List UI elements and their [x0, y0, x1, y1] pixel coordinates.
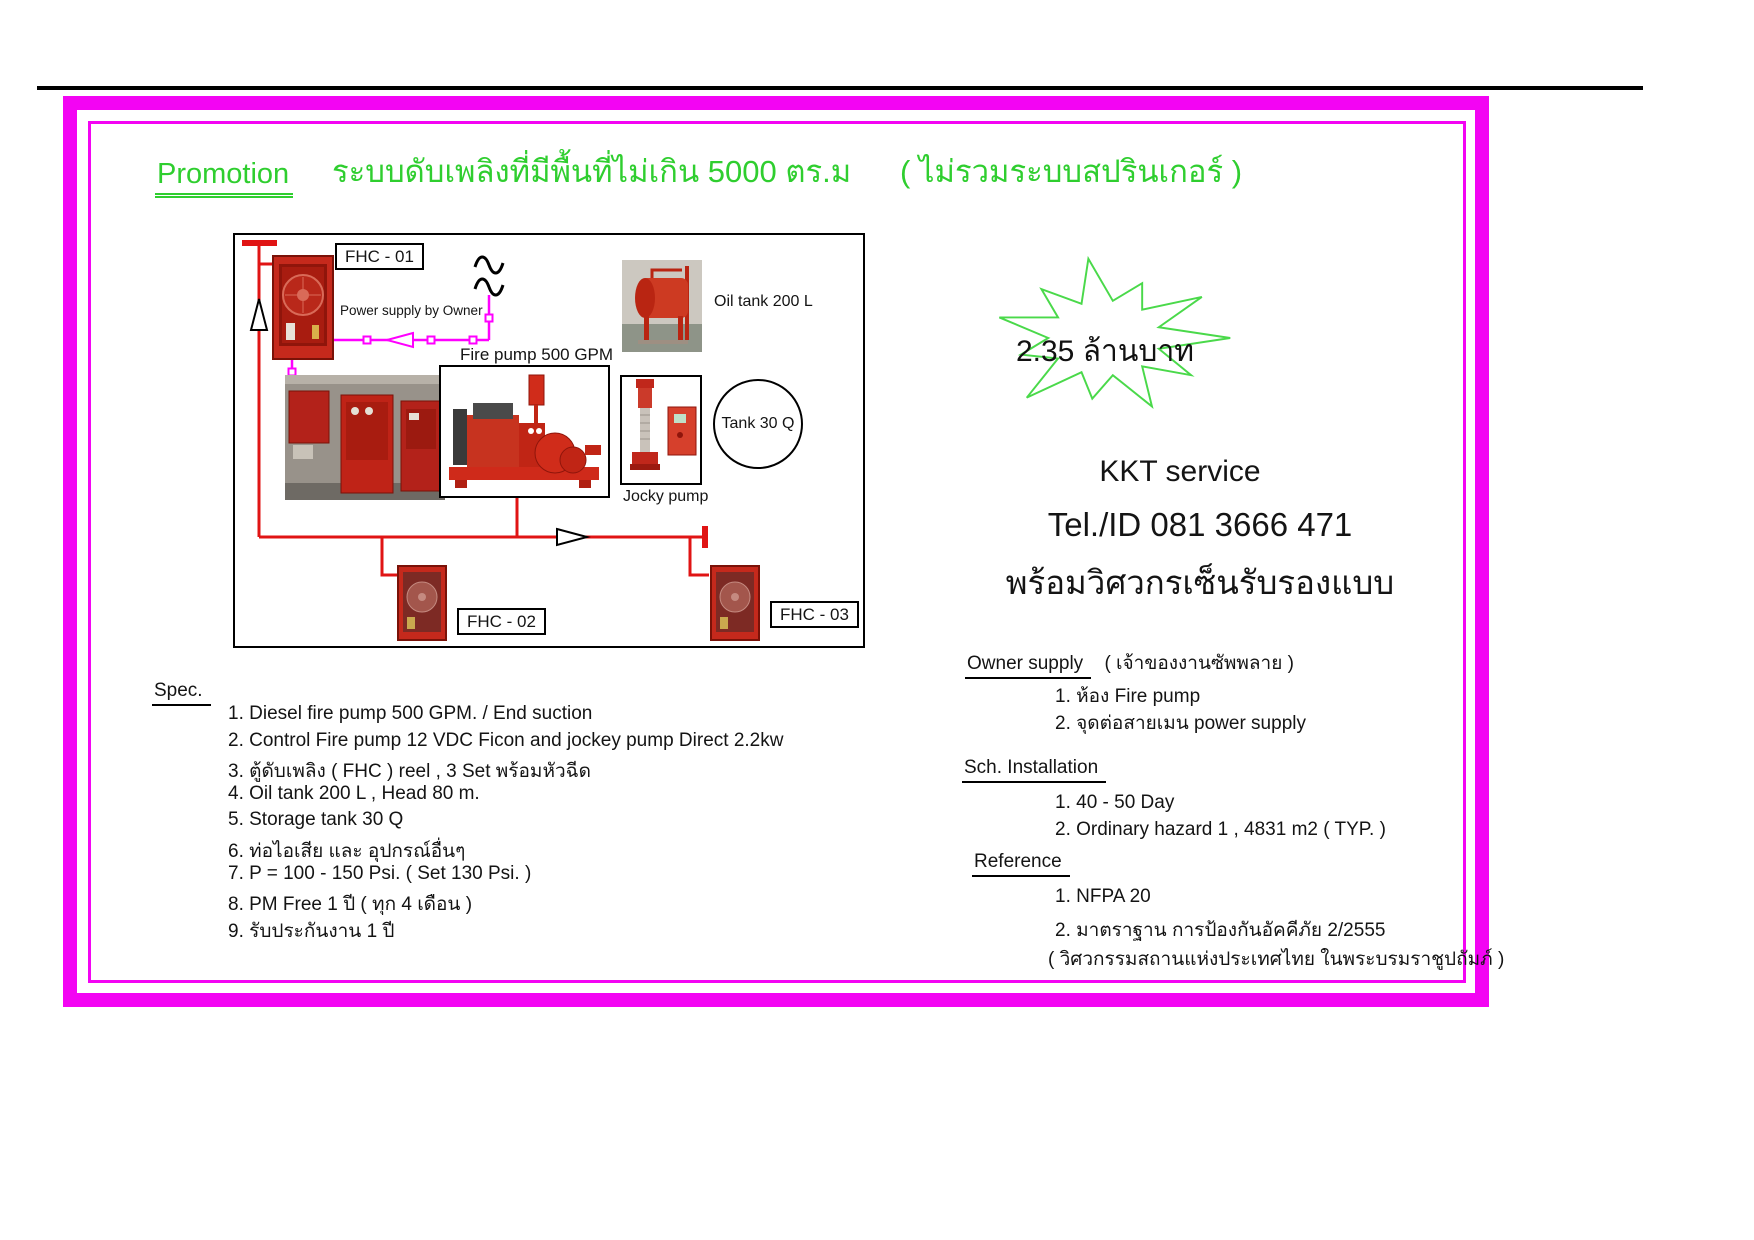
fhc02-cabinet-photo	[397, 565, 447, 641]
fire-pump-photo-box	[439, 365, 610, 498]
price-amount: 2.35 ล้านบาท	[1015, 335, 1195, 368]
storage-tank-circle	[713, 379, 803, 469]
spec-item: 2. Control Fire pump 12 VDC Ficon and jockey pump Direct 2.2kw	[228, 729, 784, 751]
tank-label: Tank 30 Q	[721, 415, 795, 432]
oil-tank-label: Oil tank 200 L	[714, 293, 813, 310]
fhc03-cabinet-photo	[710, 565, 760, 641]
fire-pump-photo	[441, 367, 608, 496]
spec-item: 4. Oil tank 200 L , Head 80 m.	[228, 782, 480, 804]
oil-tank-photo	[622, 260, 702, 352]
right-flow-arrow-icon	[557, 529, 587, 545]
spec-item: 3. ตู้ดับเพลิง ( FHC ) reel , 3 Set พร้อมหัวฉีด	[228, 761, 591, 783]
reference-item: 1. NFPA 20	[1055, 886, 1151, 907]
installation-item: 1. 40 - 50 Day	[1055, 792, 1175, 813]
installation-heading: Sch. Installation	[962, 757, 1106, 783]
jocky-pump-label: Jocky pump	[623, 488, 709, 505]
system-diagram	[233, 233, 865, 648]
installation-item: 2. Ordinary hazard 1 , 4831 m2 ( TYP. )	[1055, 819, 1386, 840]
title-exclusion-note: ( ไม่รวมระบบสปรินเกอร์ )	[900, 154, 1243, 189]
engineer-certification-note: พร้อมวิศวกรเซ็นรับรองแบบ	[1005, 564, 1395, 601]
owner-supply-note: ( เจ้าของงานซัพพลาย )	[1104, 653, 1294, 674]
company-name: KKT service	[1099, 455, 1261, 488]
spec-list	[228, 703, 783, 942]
spec-item: 9. รับประกันงาน 1 ปี	[228, 920, 395, 942]
owner-supply-section	[965, 648, 1294, 678]
top-rule	[37, 86, 1643, 90]
reference-note: ( วิศวกรรมสถานแห่งประเทศไทย ในพระบรมราชูปถัมภ์ )	[1048, 949, 1505, 970]
spec-heading: Spec.	[152, 680, 211, 706]
system-title: ระบบดับเพลิงที่มีพื้นที่ไม่เกิน 5000 ตร.ม	[332, 154, 852, 189]
reference-item: 2. มาตราฐาน การป้องกันอัคคีภัย 2/2555	[1055, 920, 1386, 941]
price-burst	[965, 248, 1245, 428]
phone-number: Tel./ID 081 3666 471	[1047, 506, 1353, 543]
spec-section	[152, 680, 211, 702]
fhc02-tag: FHC - 02	[457, 608, 546, 635]
owner-supply-item: 1. ห้อง Fire pump	[1055, 686, 1201, 707]
promotion-title: Promotion	[155, 158, 293, 198]
fire-pump-label: Fire pump 500 GPM	[460, 345, 614, 364]
control-panel-photo	[285, 375, 445, 500]
power-supply-label: Power supply by Owner	[340, 303, 483, 318]
owner-supply-heading: Owner supply	[965, 653, 1091, 679]
spec-item: 1. Diesel fire pump 500 GPM. / End suction	[228, 703, 593, 724]
up-flow-arrow-icon	[251, 299, 267, 330]
jockey-pump-photo	[622, 377, 700, 483]
jockey-pump-photo-box	[620, 375, 702, 485]
reference-section	[972, 851, 1070, 873]
spec-item: 6. ท่อไอเสีย และ อุปกรณ์อื่นๆ	[228, 840, 466, 862]
fhc03-tag: FHC - 03	[770, 601, 859, 628]
owner-supply-item: 2. จุดต่อสายเมน power supply	[1055, 713, 1306, 734]
installation-section	[962, 757, 1106, 779]
left-power-arrow-icon	[387, 333, 413, 347]
reference-heading: Reference	[972, 851, 1070, 877]
fhc01-cabinet-photo	[272, 255, 334, 360]
power-source-symbol-icon	[475, 257, 503, 295]
spec-item: 7. P = 100 - 150 Psi. ( Set 130 Psi. )	[228, 862, 532, 884]
spec-item: 5. Storage tank 30 Q	[228, 809, 404, 831]
fhc01-tag: FHC - 01	[335, 243, 424, 270]
spec-item: 8. PM Free 1 ปี ( ทุก 4 เดือน )	[228, 894, 473, 916]
